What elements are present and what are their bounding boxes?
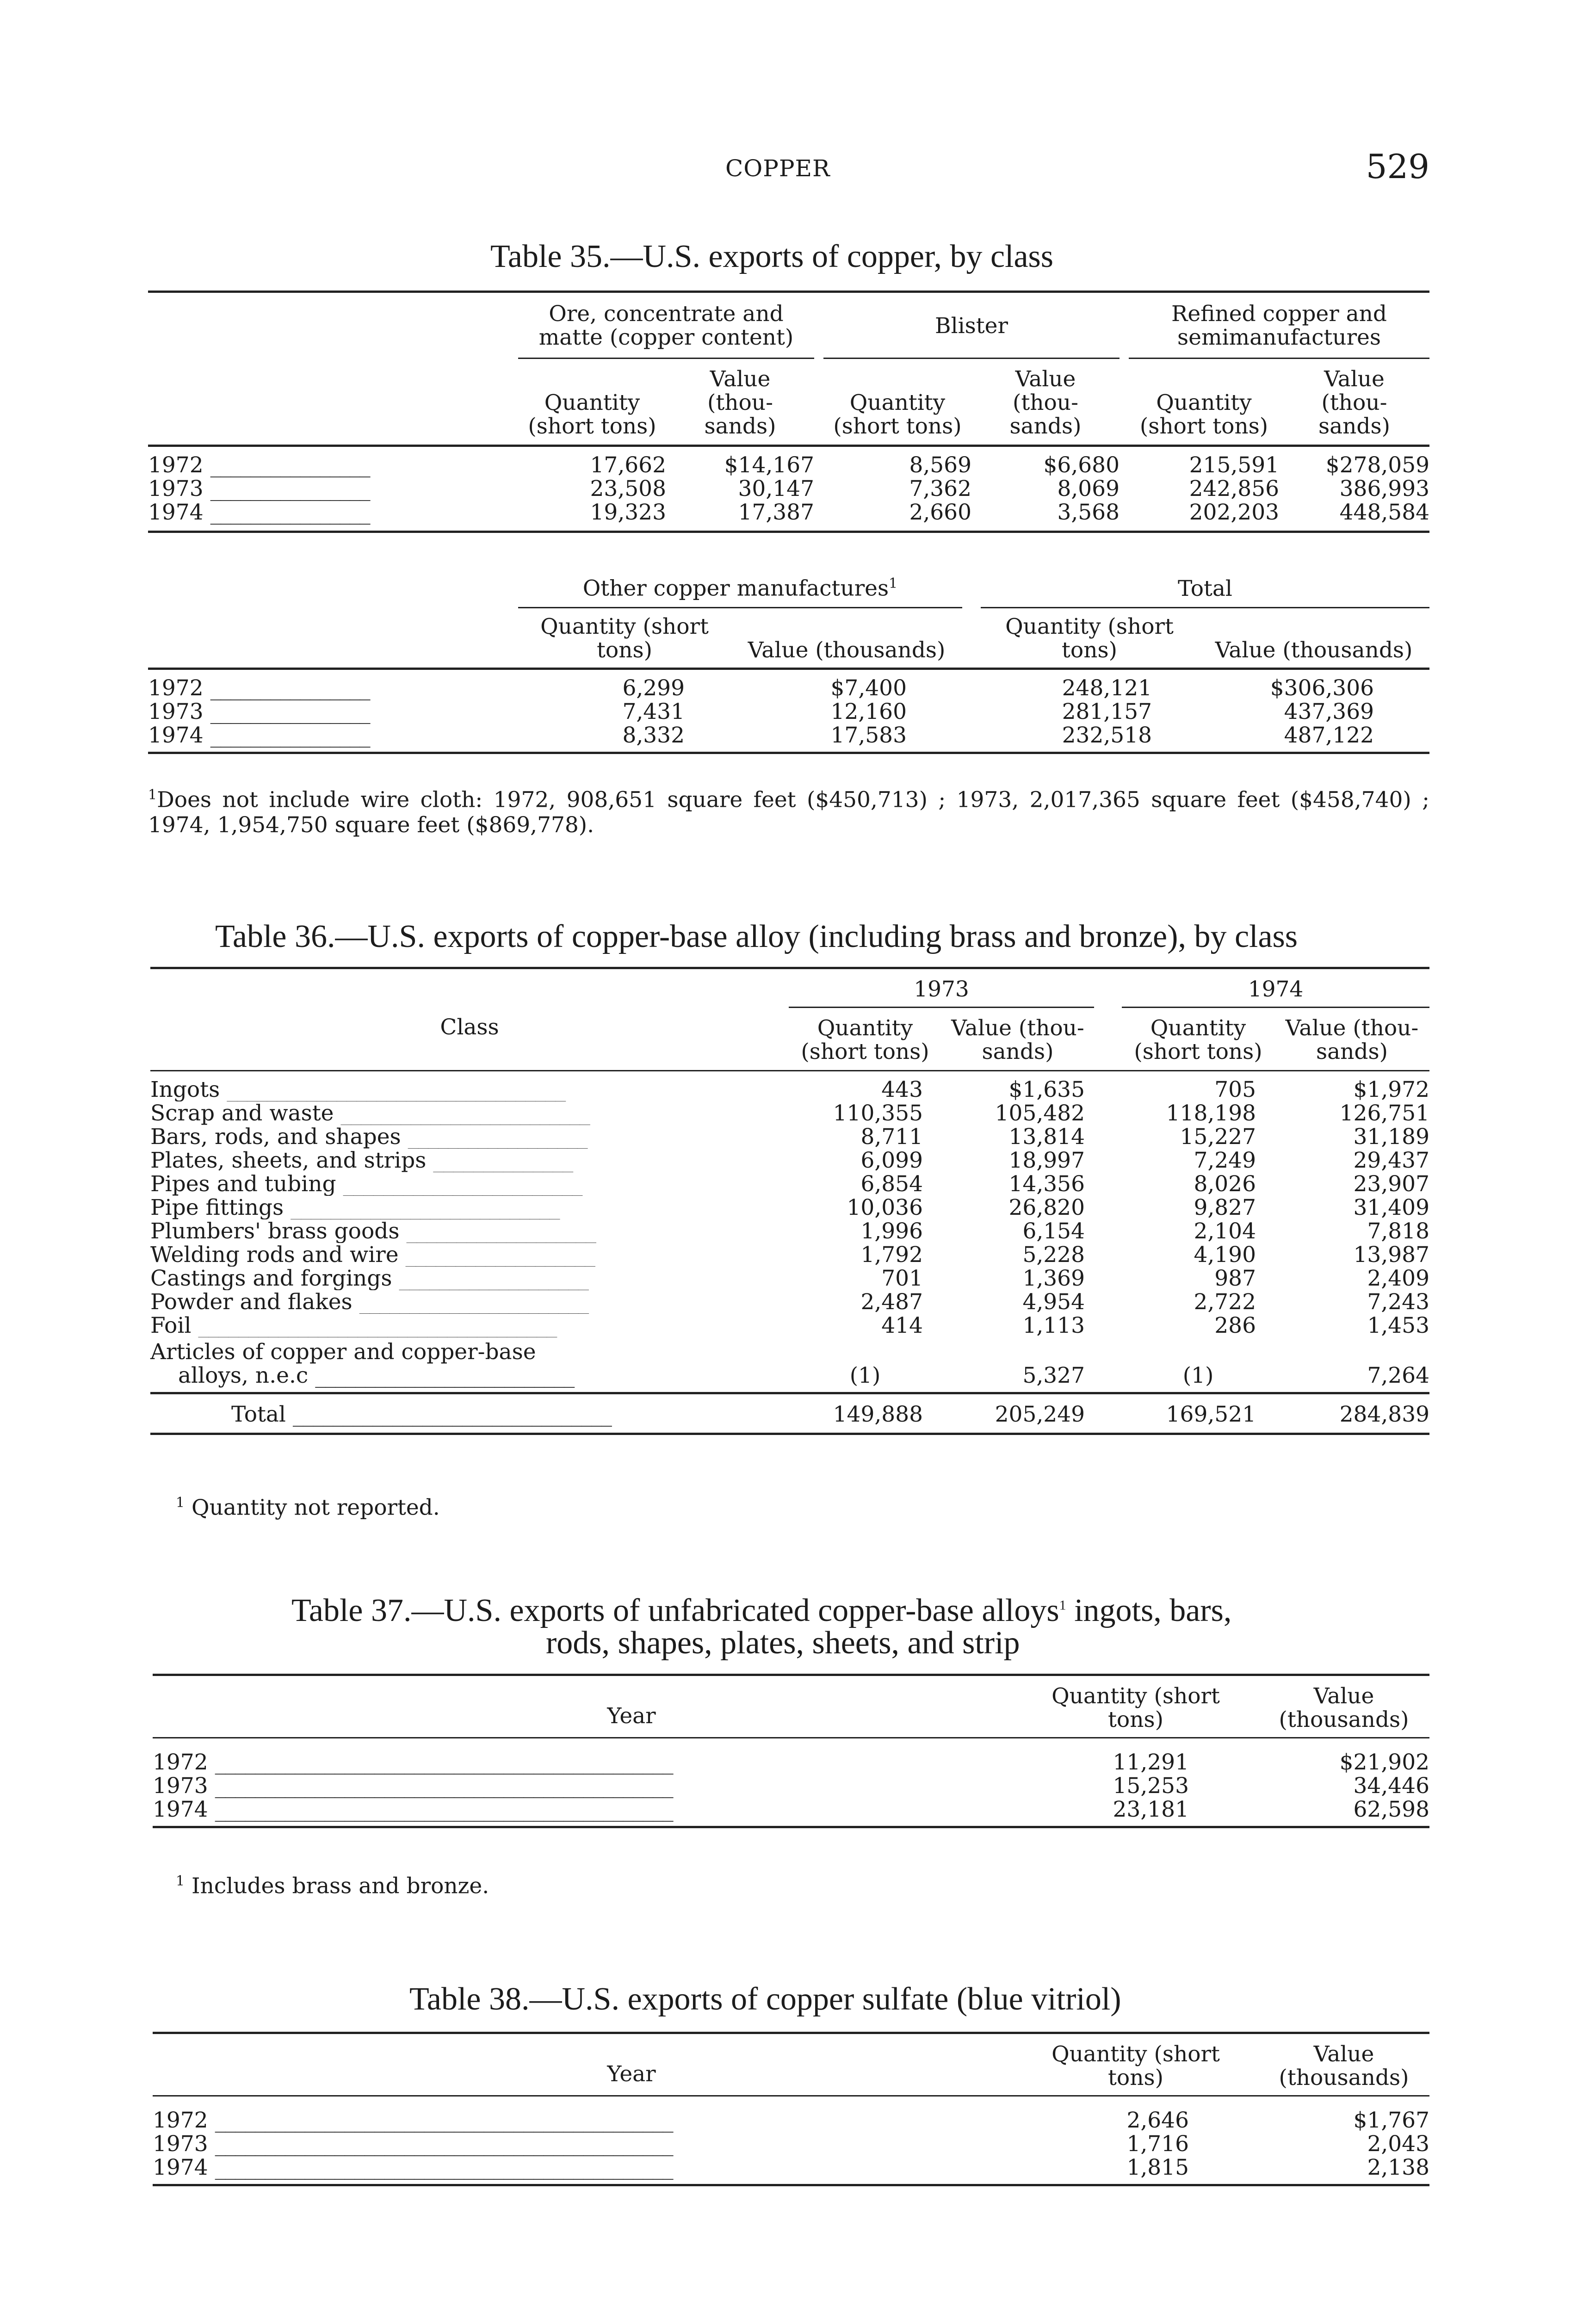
t37-year-header: Year bbox=[607, 1703, 656, 1729]
table-row bbox=[150, 1243, 1429, 1267]
table-cell: Pipe fittings bbox=[150, 1196, 284, 1219]
table-cell: 2,043 bbox=[1367, 2131, 1429, 2157]
table-cell: 8,069 bbox=[1057, 476, 1120, 501]
t35-val-header: Value (thousands) bbox=[748, 637, 946, 663]
table-cell: (1) bbox=[849, 1363, 881, 1388]
table-cell: 1,792 bbox=[860, 1242, 923, 1268]
table-cell: 437,369 bbox=[1284, 699, 1374, 724]
table-cell: 7,431 bbox=[622, 699, 685, 724]
table-cell: alloys, n.e.c bbox=[178, 1363, 309, 1388]
table-cell: 6,299 bbox=[622, 675, 685, 701]
table-cell: 215,591 bbox=[1189, 452, 1279, 478]
table-row: 1972 ________________ 6,299 $7,400 248,121 $306,306 bbox=[148, 668, 1429, 700]
table-cell: 11,291 bbox=[1113, 1750, 1189, 1775]
title-text: Table 37.—U.S. exports of unfabricated copper-base alloys bbox=[291, 1593, 1059, 1628]
table-cell: 6,854 bbox=[860, 1171, 923, 1197]
table-cell: 286 bbox=[1214, 1313, 1256, 1338]
t35-group-blister: Blister bbox=[823, 292, 1120, 359]
table36-footnote: $^1$ Quantity not reported. bbox=[176, 1495, 440, 1521]
table-cell: $306,306 bbox=[1270, 675, 1374, 701]
t35-val-header: Value (thou- sands) bbox=[1009, 366, 1082, 439]
table-cell: 987 bbox=[1214, 1266, 1256, 1291]
t35-qty-header: Quantity (short tons) bbox=[833, 390, 962, 439]
table38 bbox=[153, 2032, 1429, 2186]
year-cell: 1973 bbox=[153, 2131, 208, 2157]
table-cell: $278,059 bbox=[1325, 452, 1429, 478]
leader-dots: _______________________ bbox=[359, 1290, 588, 1314]
t38-val-header: Value (thousands) bbox=[1279, 2041, 1409, 2090]
year-cell: 1972 bbox=[153, 2108, 208, 2133]
table-row: 1974 ______________________________________________ 1,815 2,138 bbox=[153, 2156, 1429, 2185]
table38-title: Table 38.—U.S. exports of copper sulfate (blue vitriol) bbox=[409, 1981, 1121, 2017]
table-cell: 8,026 bbox=[1194, 1171, 1256, 1197]
t35-val-header: Value (thou- sands) bbox=[704, 366, 776, 439]
table-row bbox=[150, 1149, 1429, 1172]
table-cell: Articles of copper and copper-base bbox=[150, 1339, 536, 1365]
t36-qty-header: Quantity (short tons) bbox=[801, 1015, 929, 1064]
table-cell: 17,387 bbox=[738, 500, 814, 525]
table-cell: 5,327 bbox=[1022, 1363, 1085, 1388]
table-cell: 9,827 bbox=[1194, 1195, 1256, 1220]
table-cell: 23,508 bbox=[590, 476, 666, 501]
table-cell: 701 bbox=[881, 1266, 923, 1291]
t36-val-header: Value (thou- sands) bbox=[951, 1015, 1084, 1064]
table-row bbox=[150, 1337, 1429, 1364]
table-cell: 126,751 bbox=[1339, 1101, 1429, 1126]
t38-qty-header: Quantity (short tons) bbox=[1052, 2041, 1220, 2090]
table-cell: Castings and forgings bbox=[150, 1267, 392, 1290]
table-cell: $6,680 bbox=[1043, 452, 1120, 478]
footnote-text: Includes brass and bronze. bbox=[192, 1873, 489, 1899]
table-row bbox=[150, 1172, 1429, 1196]
table36-title: Table 36.—U.S. exports of copper-base alloy (including brass and bronze), by class bbox=[215, 919, 1298, 954]
t35-qty-header: Quantity (short tons) bbox=[1005, 613, 1174, 663]
year-cell: 1974 bbox=[153, 2155, 208, 2180]
t35-qty-header: Quantity (short tons) bbox=[1139, 390, 1268, 439]
leader-dots: __________________________________ bbox=[227, 1077, 565, 1101]
running-header-title: COPPER bbox=[725, 155, 830, 182]
table-cell: 13,987 bbox=[1353, 1242, 1429, 1268]
table-cell: 2,646 bbox=[1126, 2108, 1189, 2133]
table-cell: 17,583 bbox=[830, 722, 907, 748]
t36-year-header: 1974 bbox=[1122, 968, 1429, 1008]
table-cell: 1,453 bbox=[1367, 1313, 1429, 1338]
title-text: ingots, bars, bbox=[1074, 1593, 1232, 1628]
table-cell: 149,888 bbox=[833, 1402, 923, 1427]
table-cell: 2,104 bbox=[1194, 1218, 1256, 1244]
footnote-text: Does not include wire cloth: 1972, 908,651 square feet ($450,713) ; 1973, 2,017,365 square feet ($458,740) ; 1974, 1,954,750 square feet ($869,778). bbox=[148, 787, 1429, 838]
page-number: 529 bbox=[1366, 147, 1429, 186]
year-cell: 1974 bbox=[148, 722, 204, 748]
t36-qty-header: Quantity (short tons) bbox=[1134, 1015, 1262, 1064]
table-cell: 281,157 bbox=[1062, 699, 1152, 724]
table-cell: 31,189 bbox=[1353, 1124, 1429, 1150]
table-cell: 2,138 bbox=[1367, 2155, 1429, 2180]
table-cell: 105,482 bbox=[995, 1101, 1085, 1126]
table-row: 1973 ________________ 7,431 12,160 281,157 437,369 bbox=[148, 700, 1429, 724]
table-cell: $14,167 bbox=[724, 452, 814, 478]
table-row: 1973 ______________________________________________ 1,716 2,043 bbox=[153, 2131, 1429, 2157]
t36-year-header: 1973 bbox=[789, 968, 1094, 1008]
table35-part1 bbox=[148, 291, 1429, 533]
table-row: 1972 ______________________________________________ 2,646 $1,767 bbox=[153, 2096, 1429, 2133]
table-cell: 448,584 bbox=[1339, 500, 1429, 525]
table-cell: 248,121 bbox=[1062, 675, 1152, 701]
t35-group-ore: Ore, concentrate and matte (copper content) bbox=[518, 292, 814, 359]
table-row bbox=[150, 1196, 1429, 1219]
table-cell: 169,521 bbox=[1166, 1402, 1256, 1427]
table-row bbox=[150, 1314, 1429, 1337]
table-cell: 2,487 bbox=[860, 1289, 923, 1315]
table-cell: 1,369 bbox=[1022, 1266, 1085, 1291]
table-cell: 1,113 bbox=[1022, 1313, 1085, 1338]
table37 bbox=[153, 1674, 1429, 1828]
table-cell: Pipes and tubing bbox=[150, 1172, 336, 1196]
table-row: 1974 ________________ 19,323 17,387 2,660 3,568 202,203 448,584 bbox=[148, 501, 1429, 532]
year-cell: 1973 bbox=[148, 476, 204, 501]
table36 bbox=[150, 967, 1429, 1435]
table37-title-line2: rods, shapes, plates, sheets, and strip bbox=[546, 1625, 1020, 1661]
table-cell: 1,996 bbox=[860, 1218, 923, 1244]
table-cell: 7,818 bbox=[1367, 1218, 1429, 1244]
leader-dots: ___________________________ bbox=[291, 1196, 559, 1219]
year-cell: 1973 bbox=[153, 1773, 208, 1799]
table-cell: 34,446 bbox=[1353, 1773, 1429, 1799]
table-cell: 13,814 bbox=[1008, 1124, 1085, 1150]
table35-part2: Other copper manufactures$^1$ Total Quantity (short tons) Value (thousands) Quantity (short tons) Value (thousands) 1972 ________________ 6,299 $7,400 248,121 $306,306 1973 ________________ 7,431 12,160 281,157 437,369 1974 ________________ 8,332 17,583 232,518 487,122 bbox=[148, 568, 1429, 754]
table-cell: 205,249 bbox=[995, 1402, 1085, 1427]
table-cell: 7,243 bbox=[1367, 1289, 1429, 1315]
t37-qty-header: Quantity (short tons) bbox=[1052, 1683, 1220, 1732]
table-cell: 386,993 bbox=[1339, 476, 1429, 501]
table37-title-line1: Table 37.—U.S. exports of unfabricated copper-base alloys$^1$ ingots, bars, bbox=[291, 1593, 1232, 1628]
table-cell: 29,437 bbox=[1353, 1148, 1429, 1173]
table-cell: 23,907 bbox=[1353, 1171, 1429, 1197]
table-row bbox=[150, 1101, 1429, 1125]
table-cell: 242,856 bbox=[1189, 476, 1279, 501]
table-row: 1974 ________________ 8,332 17,583 232,518 487,122 bbox=[148, 724, 1429, 753]
table-cell: Plumbers' brass goods bbox=[150, 1219, 400, 1243]
leader-dots: ________________________ bbox=[343, 1172, 582, 1196]
year-cell: 1974 bbox=[153, 1797, 208, 1822]
t35-group-other: Other copper manufactures bbox=[582, 575, 889, 601]
table-cell: Ingots bbox=[150, 1077, 220, 1101]
footnote-text: Quantity not reported. bbox=[192, 1495, 440, 1521]
table-cell: 30,147 bbox=[738, 476, 814, 501]
table-row bbox=[150, 1071, 1429, 1102]
leader-dots: __________________ bbox=[408, 1125, 587, 1149]
t35-qty-header: Quantity (short tons) bbox=[540, 613, 709, 663]
table-cell: 443 bbox=[881, 1077, 923, 1102]
table37-footnote: $^1$ Includes brass and bronze. bbox=[176, 1873, 489, 1899]
table-cell: 6,099 bbox=[860, 1148, 923, 1173]
table-row bbox=[150, 1267, 1429, 1290]
table-cell: 4,954 bbox=[1022, 1289, 1085, 1315]
year-cell: 1972 bbox=[148, 452, 204, 478]
table-row: 1972 ________________ 17,662 $14,167 8,569 $6,680 215,591 $278,059 bbox=[148, 446, 1429, 477]
table-cell: Scrap and waste bbox=[150, 1101, 334, 1125]
table-cell: 10,036 bbox=[847, 1195, 923, 1220]
table-cell: $1,972 bbox=[1353, 1077, 1429, 1102]
table-cell: Welding rods and wire bbox=[150, 1243, 399, 1267]
table-cell: 2,660 bbox=[909, 500, 971, 525]
table-cell: 284,839 bbox=[1339, 1402, 1429, 1427]
t36-val-header: Value (thou- sands) bbox=[1285, 1015, 1419, 1064]
table-cell: $1,635 bbox=[1008, 1077, 1085, 1102]
table-cell: 31,409 bbox=[1353, 1195, 1429, 1220]
table-row: 1974 ______________________________________________ 23,181 62,598 bbox=[153, 1798, 1429, 1827]
table-cell: 2,722 bbox=[1194, 1289, 1256, 1315]
t38-year-header: Year bbox=[607, 2061, 656, 2087]
table-cell: 7,249 bbox=[1194, 1148, 1256, 1173]
table-cell: 18,997 bbox=[1008, 1148, 1085, 1173]
table-cell: 17,662 bbox=[590, 452, 666, 478]
table-cell: 4,190 bbox=[1194, 1242, 1256, 1268]
year-cell: 1972 bbox=[148, 675, 204, 701]
table-cell: $21,902 bbox=[1339, 1750, 1429, 1775]
table-cell: 2,409 bbox=[1367, 1266, 1429, 1291]
year-cell: 1974 bbox=[148, 500, 204, 525]
t37-val-header: Value (thousands) bbox=[1279, 1683, 1409, 1732]
table-cell: $1,767 bbox=[1353, 2108, 1429, 2133]
table-cell: 15,227 bbox=[1180, 1124, 1256, 1150]
t35-val-header: Value (thou- sands) bbox=[1318, 366, 1390, 439]
t35-group-refined: Refined copper and semimanufactures bbox=[1129, 292, 1429, 359]
table-cell: 12,160 bbox=[830, 699, 907, 724]
table-cell: Total bbox=[231, 1402, 286, 1427]
leader-dots: ___________________ bbox=[405, 1243, 594, 1267]
table-cell: 487,122 bbox=[1284, 722, 1374, 748]
table-cell: 202,203 bbox=[1189, 500, 1279, 525]
table-cell: Powder and flakes bbox=[150, 1290, 353, 1314]
table-cell: 8,569 bbox=[909, 452, 971, 478]
table-cell: 15,253 bbox=[1113, 1773, 1189, 1799]
table-cell: 14,356 bbox=[1008, 1171, 1085, 1197]
table35-title: Table 35.—U.S. exports of copper, by class bbox=[490, 239, 1054, 274]
table-row: 1973 ______________________________________________ 15,253 34,446 bbox=[153, 1773, 1429, 1799]
table-cell: 232,518 bbox=[1062, 722, 1152, 748]
t35-group-total: Total bbox=[981, 568, 1429, 607]
table-cell: Foil bbox=[150, 1314, 192, 1337]
leader-dots: ____________________________________ bbox=[198, 1314, 557, 1337]
table-row: 1972 ______________________________________________ 11,291 $21,902 bbox=[153, 1738, 1429, 1775]
table-cell: 26,820 bbox=[1008, 1195, 1085, 1220]
table-cell: 118,198 bbox=[1166, 1101, 1256, 1126]
table-row bbox=[150, 1219, 1429, 1243]
table-row-total: Total ________________________________ 149,888 205,249 169,521 284,839 bbox=[150, 1393, 1429, 1434]
table-cell: 110,355 bbox=[833, 1101, 923, 1126]
table-cell: $7,400 bbox=[830, 675, 907, 701]
table-cell: 414 bbox=[881, 1313, 923, 1338]
table-cell: 19,323 bbox=[590, 500, 666, 525]
table-cell: 3,568 bbox=[1057, 500, 1120, 525]
table-row bbox=[150, 1290, 1429, 1314]
table-cell: 8,332 bbox=[622, 722, 685, 748]
year-cell: 1973 bbox=[148, 699, 204, 724]
table-cell: 8,711 bbox=[860, 1124, 923, 1150]
table35-footnote: $^1$Does not include wire cloth: 1972, 908,651 square feet ($450,713) ; 1973, 2,017,365 square feet ($458,740) ; 1974, 1,954,750 square feet ($869,778). bbox=[148, 787, 1429, 838]
table-cell: Bars, rods, and shapes bbox=[150, 1125, 401, 1149]
table-cell: Plates, sheets, and strips bbox=[150, 1149, 427, 1172]
table-cell: 6,154 bbox=[1022, 1218, 1085, 1244]
year-cell: 1972 bbox=[153, 1750, 208, 1775]
table-cell: 7,264 bbox=[1367, 1363, 1429, 1388]
table-cell: (1) bbox=[1182, 1363, 1214, 1388]
leader-dots: ___________________ bbox=[406, 1219, 595, 1243]
table-cell: 705 bbox=[1214, 1077, 1256, 1102]
table-row: 1973 ________________ 23,508 30,147 7,362 8,069 242,856 386,993 bbox=[148, 476, 1429, 501]
table-cell: 7,362 bbox=[909, 476, 971, 501]
leader-dots: _________________________ bbox=[340, 1101, 589, 1125]
table-cell: 62,598 bbox=[1353, 1797, 1429, 1822]
table-cell: 1,815 bbox=[1126, 2155, 1189, 2180]
table-cell: 5,228 bbox=[1022, 1242, 1085, 1268]
table-cell: 1,716 bbox=[1126, 2131, 1189, 2157]
t36-class-header: Class bbox=[440, 1014, 499, 1040]
table-row bbox=[150, 1125, 1429, 1149]
leader-dots: ______________ bbox=[433, 1149, 573, 1172]
t35-val-header: Value (thousands) bbox=[1215, 637, 1413, 663]
table-cell: 23,181 bbox=[1113, 1797, 1189, 1822]
table-row: alloys, n.e.c __________________________ (1) 5,327 (1) 7,264 bbox=[150, 1364, 1429, 1393]
leader-dots: ___________________ bbox=[399, 1267, 588, 1290]
t35-qty-header: Quantity (short tons) bbox=[528, 390, 656, 439]
